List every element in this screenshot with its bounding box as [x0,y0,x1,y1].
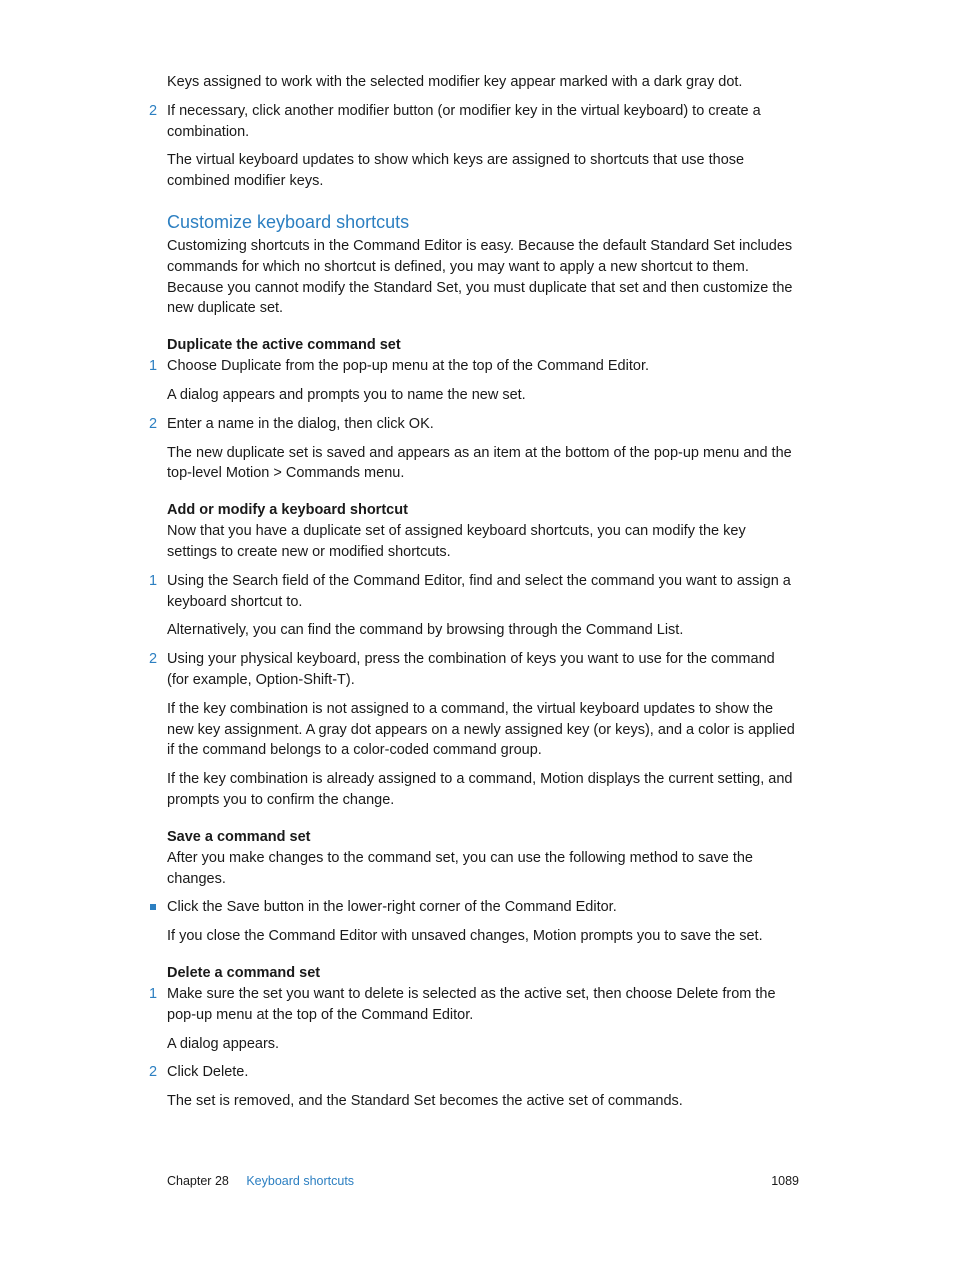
bullet-text: Click the Save button in the lower-right corner of the Command Editor. [167,899,617,916]
duplicate-step-1-note: A dialog appears and prompts you to name the new set. [167,386,526,403]
intro-step-2 [149,101,799,143]
save-intro: After you make changes to the command set, you can use the following method to save the changes. [167,849,753,887]
step-number: 2 [149,102,158,119]
step-text: Make sure the set you want to delete is selected as the active set, then choose Delete from the pop-up menu at the top of the Command Editor. [167,985,776,1023]
duplicate-step-1 [149,356,799,377]
save-bullet-item [167,897,799,918]
intro-note: Keys assigned to work with the selected modifier key appear marked with a dark gray dot. [167,74,743,90]
step-text: Using the Search field of the Command Editor, find and select the command you want to assign a keyboard shortcut to. [167,572,791,610]
modify-step-2-note-2: If the key combination is already assigned to a command, Motion displays the current setting, and prompts you to confirm the change. [167,771,793,808]
modify-step-1 [149,571,799,613]
delete-step-1-note: A dialog appears. [167,1035,280,1052]
delete-step-2 [149,1062,799,1083]
save-heading: Save a command set [167,828,311,845]
section-title: Customize keyboard shortcuts [167,211,410,232]
save-bullet-note: If you close the Command Editor with unsaved changes, Motion prompts you to save the set. [167,928,763,945]
footer-chapter: Chapter 28 [167,1174,229,1188]
step-number: 2 [149,415,158,432]
footer-chapter-link[interactable]: Keyboard shortcuts [246,1174,355,1188]
square-bullet-icon [150,904,156,910]
duplicate-heading: Duplicate the active command set [167,337,401,354]
step-number: 2 [149,1064,158,1081]
step-text: Click Delete. [167,1064,249,1081]
step-number: 1 [149,358,158,375]
modify-intro: Now that you have a duplicate set of assigned keyboard shortcuts, you can modify the key settings to create new or modified shortcuts. [167,523,746,560]
page-content [149,72,799,1120]
step-number: 2 [149,651,158,668]
step-text: If necessary, click another modifier button (or modifier key in the virtual keyboard) to create a combination. [167,102,761,140]
step-text: Using your physical keyboard, press the combination of keys you want to use for the command (for example, Option-Shift-T). [167,651,775,688]
step-number: 1 [149,572,158,589]
delete-step-2-note: The set is removed, and the Standard Set becomes the active set of commands. [167,1093,683,1110]
page-number: 1089 [771,1174,799,1188]
duplicate-step-2 [149,414,799,435]
modify-step-2-note-1: If the key combination is not assigned to a command, the virtual keyboard updates to show the new key assignment. A gray dot appears on a newly assigned key (or keys), and a color is applied if the command belongs to a color-coded command group. [167,700,795,759]
step-text: Enter a name in the dialog, then click OK. [167,415,434,432]
delete-heading: Delete a command set [167,964,321,981]
delete-step-1 [149,984,799,1026]
intro-step-2-note: The virtual keyboard updates to show which keys are assigned to shortcuts that use those combined modifier keys. [167,152,745,190]
modify-step-1-note: Alternatively, you can find the command by browsing through the Command List. [167,622,684,639]
modify-step-2 [149,649,799,691]
page-footer [167,1173,799,1189]
modify-heading: Add or modify a keyboard shortcut [167,502,408,519]
duplicate-step-2-note: The new duplicate set is saved and appears as an item at the bottom of the pop-up menu and the top-level Motion > Commands menu. [167,444,792,482]
step-number: 1 [149,985,158,1002]
section-intro: Customizing shortcuts in the Command Editor is easy. Because the default Standard Set includes commands for which no shortcut is defined, you may want to apply a new shortcut to them. Because you cannot modify the Standard Set, you must duplicate that set and then customize the new duplicate set. [167,237,793,317]
step-text: Choose Duplicate from the pop-up menu at the top of the Command Editor. [167,358,649,375]
